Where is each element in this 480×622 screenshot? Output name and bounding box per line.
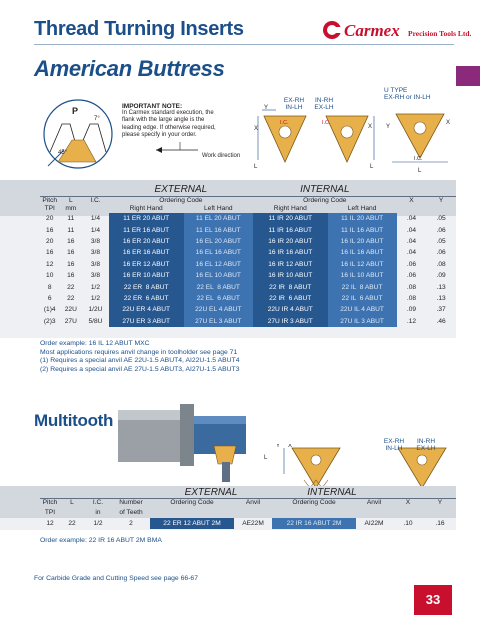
cell-x: .08 [406,283,417,291]
american-notes [40,340,239,374]
cell-ext-lh: 16 EL 10 ABUT [184,270,253,281]
type-label-ext [280,97,308,111]
cell-x: .12 [406,317,417,325]
cell-ic: 1/2 [90,294,101,302]
table-row [40,213,456,224]
brand-subtitle: Precision Tools Ltd. [408,29,472,38]
table-row [40,281,456,292]
cell-int-lh: 16 IL 20 ABUT [328,236,397,247]
col-y: Y [437,499,443,506]
brand-logo-block [322,20,472,42]
col-ic-unit: in [95,509,101,516]
type-u-sub: EX-RH or IN-LH [384,94,431,101]
cell-ext-lh: 16 EL 12 ABUT [184,259,253,270]
cell-x: .06 [406,260,417,268]
group-external: EXTERNAL [154,183,208,195]
type-label-u [384,87,456,101]
col-x: X [409,196,414,204]
cell-x: .04 [406,226,417,234]
diagram-label-l: L [254,164,258,170]
cell-y: .06 [436,249,446,257]
cell-tpi: 12 [46,520,54,527]
table-row [40,304,456,315]
section-title-multitooth: Multitooth [34,411,114,430]
cell-l: 11 [67,226,75,234]
diagram-label-x: X [446,120,451,126]
cell-int-lh: 16 IL 10 ABUT [328,270,397,281]
cell-x: .06 [406,272,417,280]
multitooth-table [40,487,456,529]
cell-int-rh: 27U IR 3 ABUT [253,316,328,327]
col-l-unit: mm [65,205,77,212]
cell-ic: 1/2 [90,283,101,291]
table-row [40,224,456,235]
diagram-label-x: X [254,126,259,132]
cell-ext-rh: 16 ER 20 ABUT [109,236,184,247]
col-ordering-ext: Ordering Code [170,499,214,506]
multitooth-type-int [410,438,442,452]
cell-y: .08 [436,260,446,268]
cell-ic: 3/8 [90,249,101,257]
diagram-label-angle-large: 45° [58,150,68,156]
col-l: L [70,499,74,506]
col-rh: Right Hand [273,205,307,212]
cell-int-lh: 22U IL 4 ABUT [328,304,397,315]
diagram-label-y: Y [276,444,281,449]
cell-ext-lh: 11 EL 20 ABUT [184,213,253,224]
cell-y: .16 [435,520,445,527]
type-ex-rh: EX-RH [383,438,405,445]
insert-u-type-diagram [384,104,454,176]
cell-int-lh: 11 IL 20 ABUT [328,213,397,224]
cell-ext-lh: 11 EL 16 ABUT [184,224,253,235]
diagram-label-l: L [418,168,422,174]
cell-int-rh: 16 IR 16 ABUT [253,247,328,258]
note-line: flank with the large angle is the [122,117,205,124]
cell-tpi: 6 [47,294,52,302]
diagram-label-ic: I.C. [280,120,289,126]
cell-l: 22 [67,294,75,302]
col-teeth: of Teeth [119,509,143,516]
cell-ext-rh: 22 ER 8 ABUT [109,281,184,292]
cell-x: .04 [406,215,417,223]
note-heading: IMPORTANT NOTE: [122,103,183,110]
cell-int-rh: 16 IR 20 ABUT [253,236,328,247]
diagram-label-y: Y [386,124,391,130]
cell-l: 16 [67,237,75,245]
buttress-profile-diagram [38,94,120,174]
cell-int-rh: 16 IR 10 ABUT [253,270,328,281]
cell-l: 16 [67,260,75,268]
type-label-int [310,97,338,111]
cell-ext-rh: 16 ER 10 ABUT [109,270,184,281]
cell-int-lh: 16 IL 16 ABUT [328,247,397,258]
cell-ext-lh: 22U EL 4 ABUT [184,304,253,315]
insert-internal-diagram [316,104,378,170]
col-ordering-int: Ordering Code [292,499,336,506]
cell-y: .13 [436,283,446,291]
cell-ext-lh: 22 EL 6 ABUT [184,293,253,304]
table-row [40,259,456,270]
col-lh: Left Hand [347,205,377,212]
cell-tpi: 20 [46,215,54,223]
cell-ext-rh: 16 ER 16 ABUT [109,247,184,258]
cell-ext-rh: 11 ER 20 ABUT [109,213,184,224]
cell-x: .09 [406,306,417,314]
col-y: Y [438,196,444,204]
cell-ext-rh: 22 ER 6 ABUT [109,293,184,304]
cell-l: 22 [68,520,76,527]
cell-tpi: 12 [46,260,54,268]
table-row [40,293,456,304]
col-number: Number [119,499,143,506]
note-line: please specify in your order. [122,132,197,139]
carmex-logo-icon [322,20,342,40]
section-title-american-buttress: American Buttress [34,56,225,81]
cell-y: .37 [436,306,446,314]
diagram-label-angle-small: 7° [94,116,100,122]
brand-name: Carmex [344,21,400,40]
note-special-anvil-1: (1) Requires a special anvil AE 22U-1.5 ABUT4, AI22U-1.5 ABUT4 [40,357,240,365]
table-row [40,316,456,327]
multitooth-type-ext [378,438,410,452]
table-row [40,247,456,258]
col-ic: I.C. [90,196,101,204]
col-pitch: Pitch [42,499,58,506]
note-anvil: Most applications requires anvil change in toolholder see page 71 [40,348,238,356]
cell-ic: 5/8U [88,317,103,325]
cell-ext-lh: 27U EL 3 ABUT [184,316,253,327]
type-ex-rh: EX-RH [283,97,305,104]
cell-ext-anvil: AE22M [242,520,264,527]
cell-teeth: 2 [129,520,133,527]
diagram-label-p: P [72,106,79,116]
title-divider [34,44,454,45]
cell-ic: 1/4 [90,215,101,223]
cell-ic: 1/4 [90,226,101,234]
group-internal: INTERNAL [307,487,357,498]
cell-l: 22 [67,283,75,291]
page-title: Thread Turning Inserts [34,18,244,40]
cell-ext-lh: 22 EL 8 ABUT [184,281,253,292]
cell-x: .04 [406,249,417,257]
cell-ext-rh: 22U ER 4 ABUT [109,304,184,315]
cell-int-lh: 11 IL 16 ABUT [328,224,397,235]
col-lh: Left Hand [203,205,233,212]
type-in-rh: IN-RH [314,97,334,104]
cell-ic: 1/2 [93,520,103,527]
table-row [40,518,456,529]
cell-int-rh: 11 IR 16 ABUT [253,224,328,235]
cell-l: 16 [67,272,75,280]
col-ic: I.C. [92,499,104,506]
diagram-label-x: X [368,124,373,130]
cell-l: 22U [64,306,77,314]
american-buttress-table [40,182,456,327]
type-ex-lh: EX-LH [314,104,334,111]
section-side-tab [456,66,480,86]
cell-ic: 3/8 [90,272,101,280]
cell-y: .05 [436,215,446,223]
cell-x: .04 [406,237,417,245]
type-u: U TYPE [384,87,408,94]
cell-tpi: (2)3 [43,317,56,325]
order-example: Order example: 16 IL 12 ABUT MXC [40,340,150,347]
work-direction-arrow-icon [150,140,200,160]
group-internal: INTERNAL [300,183,350,195]
cell-y: .13 [436,294,446,302]
cell-int-lh: 22 IL 8 ABUT [328,281,397,292]
cell-int-lh: 22 IL 6 ABUT [328,293,397,304]
cell-l: 16 [67,249,75,257]
diagram-label-ic: I.C. [322,120,331,126]
diagram-label-x: X [288,444,293,449]
cell-tpi: 20 [46,237,54,245]
cell-int-rh: 16 IR 12 ABUT [253,259,328,270]
cell-ext-rh: 27U ER 3 ABUT [109,316,184,327]
type-in-rh: IN-RH [416,438,436,445]
cell-x: .08 [406,294,417,302]
note-special-anvil-2: (2) Requires a special anvil AE 27U-1.5 ABUT3, AI27U-1.5 ABUT3 [40,365,240,373]
group-external: EXTERNAL [184,487,238,498]
col-rh: Right Hand [129,205,163,212]
cell-ext-lh: 16 EL 20 ABUT [184,236,253,247]
cell-l: 27U [64,317,77,325]
diagram-label-l: L [264,455,268,461]
cell-int-rh: 11 IR 20 ABUT [253,213,328,224]
cell-y: .06 [436,226,446,234]
cell-l: 11 [67,215,75,223]
table-row [40,236,456,247]
cell-int-rh: 22U IR 4 ABUT [253,304,328,315]
cell-int-rh: 22 IR 8 ABUT [253,281,328,292]
col-l: L [68,196,73,204]
cell-int-lh: 27U IL 3 ABUT [328,316,397,327]
cell-tpi: 16 [46,249,54,257]
cell-ic: 3/8 [90,260,101,268]
col-anvil-int: Anvil [366,499,382,506]
cell-tpi: 10 [46,272,54,280]
col-ordering-int: Ordering Code [303,196,347,204]
note-line: In Carmex standard execution, the [122,110,214,116]
type-ex-lh: EX-LH [416,445,436,452]
type-in-lh: IN-LH [385,445,403,452]
diagram-label-l: L [370,164,374,170]
cell-ic: 1/2U [88,306,103,314]
cell-x: .10 [403,520,413,527]
cell-int-code: 22 IR 16 ABUT 2M [272,518,356,529]
col-tpi: TPI [44,509,56,516]
cell-y: .05 [436,237,446,245]
cell-int-anvil: AI22M [364,520,384,527]
cell-y: .09 [436,272,446,280]
page-number: 33 [414,585,452,615]
multitooth-order-example: Order example: 22 IR 16 ABUT 2M BMA [40,537,162,544]
cell-int-lh: 16 IL 12 ABUT [328,259,397,270]
cell-ic: 3/8 [90,237,101,245]
important-note [122,103,262,140]
cell-ext-rh: 11 ER 16 ABUT [109,224,184,235]
col-x: X [405,499,411,506]
cell-ext-lh: 16 EL 16 ABUT [184,247,253,258]
diagram-label-ic: I.C. [414,156,423,162]
diagram-label-y: Y [264,105,269,111]
cell-tpi: (1)4 [43,306,56,314]
multitooth-toolholder-image [118,400,268,482]
cell-y: .46 [436,317,446,325]
col-tpi: TPI [44,205,55,212]
note-line: leading edge. If otherwise required, [122,124,216,131]
cell-tpi: 8 [47,283,52,291]
col-anvil-ext: Anvil [245,499,261,506]
cell-ext-code: 22 ER 12 ABUT 2M [150,518,234,529]
table-row [40,270,456,281]
footer-note: For Carbide Grade and Cutting Speed see page 66-67 [34,575,198,582]
col-ordering-ext: Ordering Code [159,196,203,204]
insert-external-diagram [254,104,316,170]
col-pitch: Pitch [42,196,58,204]
cell-int-rh: 22 IR 6 ABUT [253,293,328,304]
cell-ext-rh: 16 ER 12 ABUT [109,259,184,270]
work-direction-label: Work direction [202,153,241,159]
cell-tpi: 16 [46,226,54,234]
type-in-lh: IN-LH [285,104,303,111]
